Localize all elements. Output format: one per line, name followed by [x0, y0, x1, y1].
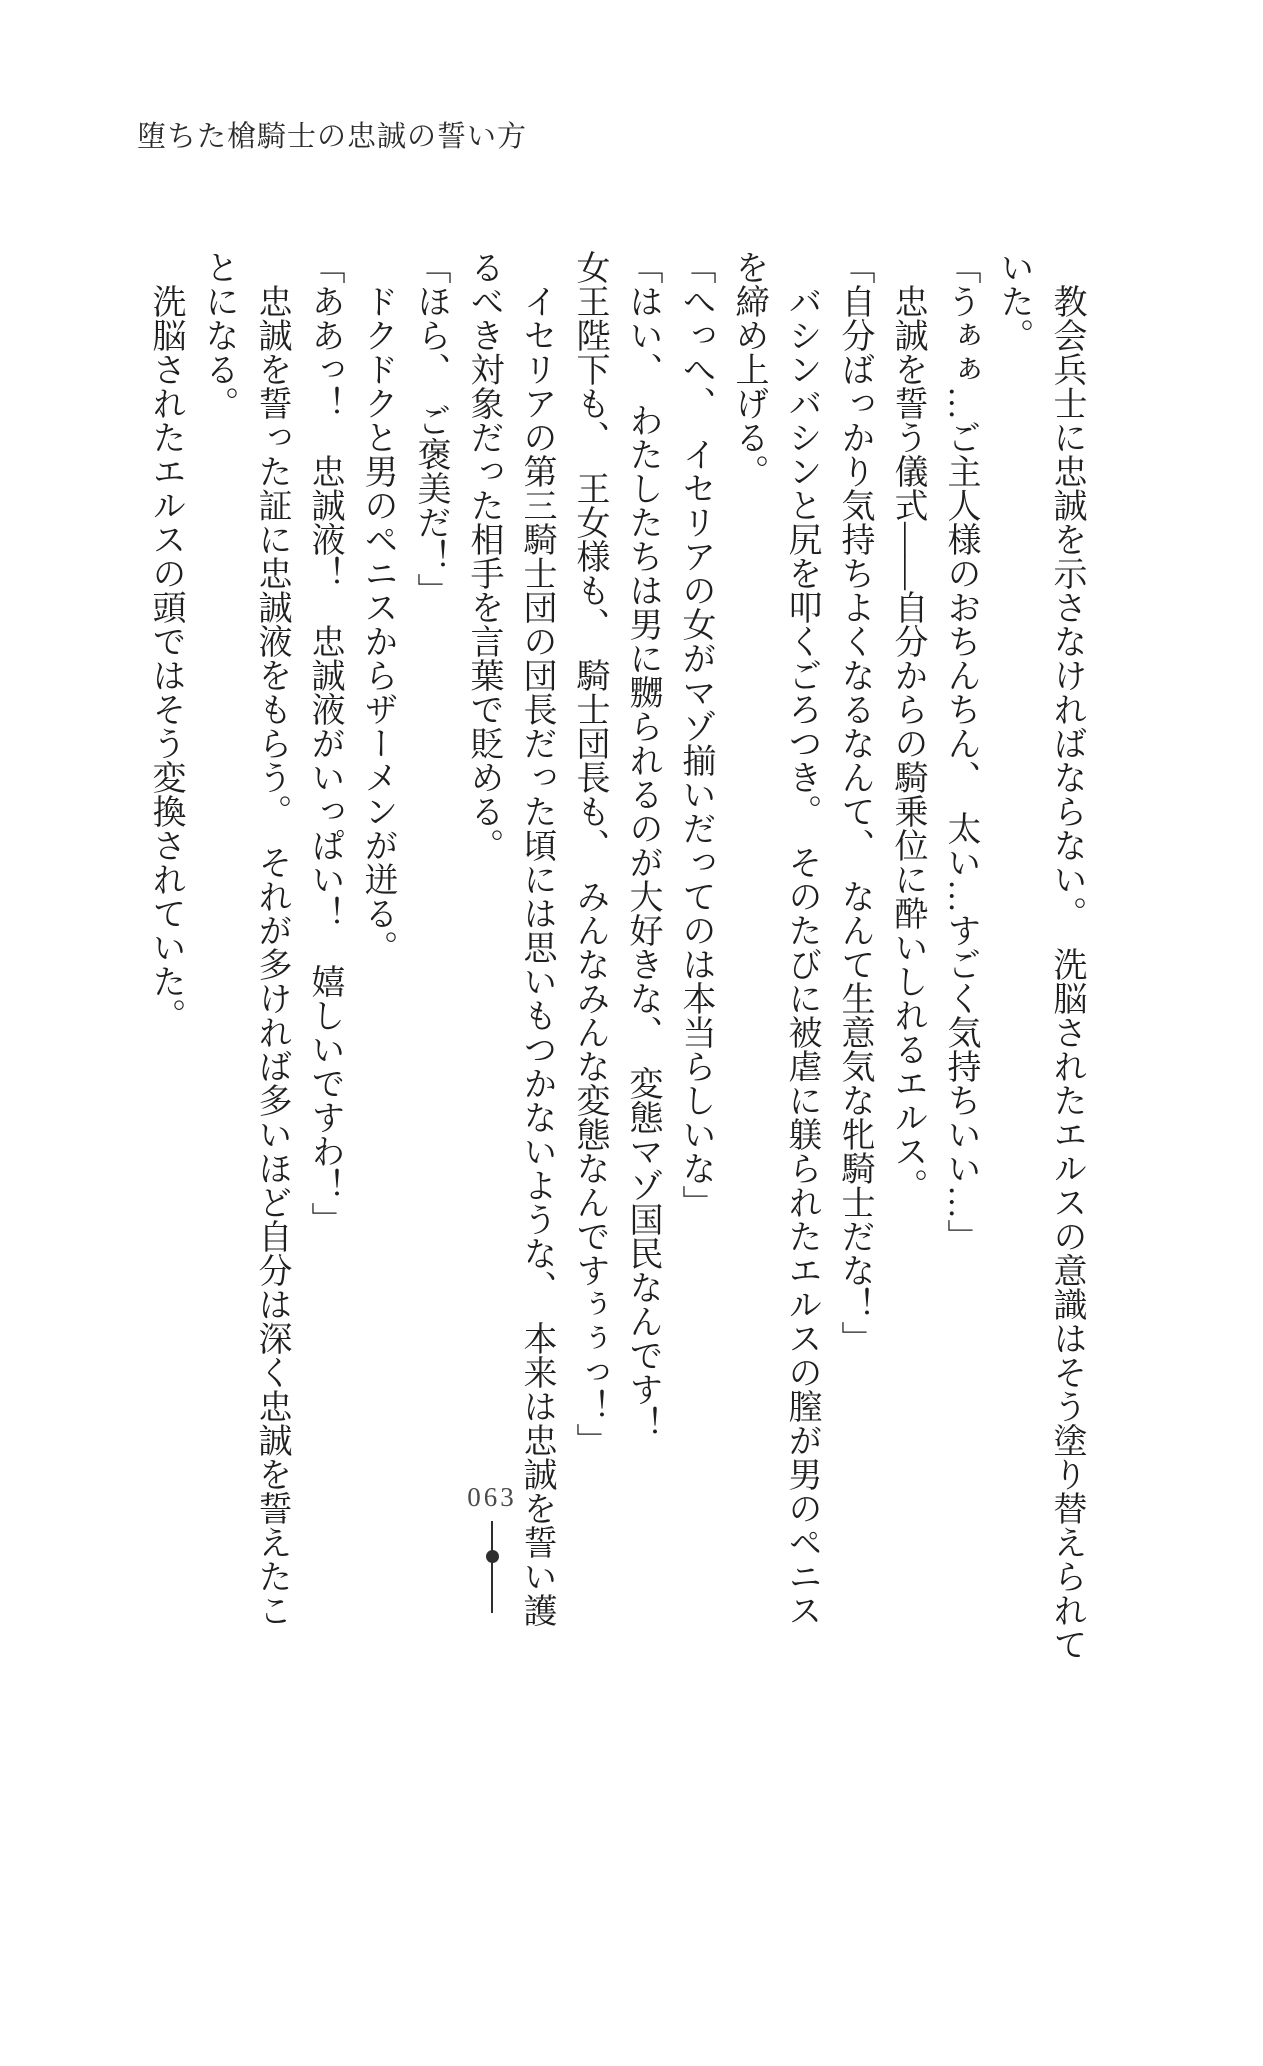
page-number: 063	[467, 1482, 517, 1512]
text-column: ドクドクと男のペニスからザーメンが迸る。	[359, 250, 396, 964]
running-head-title: 堕ちた槍騎士の忠誠の誓い方	[137, 121, 528, 153]
text-column: 「うぁぁ…ご主人様のおちんちん、 太い…すごく気持ちいい…」	[942, 250, 979, 1253]
text-column: イセリアの第三騎士団の団長だった頃には思いもつかないような、 本来は忠誠を誓い護	[518, 250, 555, 1627]
text-column: 「自分ばっかり気持ちよくなるなんて、 なんて生意気な牝騎士だな！」	[836, 250, 873, 1355]
text-column: 忠誠を誓った証に忠誠液をもらう。 それが多ければ多いほど自分は深く忠誠を誓えたこ	[253, 250, 290, 1627]
text-column: るべき対象だった相手を言葉で貶める。	[465, 250, 502, 862]
text-column: いた。	[995, 250, 1032, 352]
text-column: 女王陛下も、 王女様も、 騎士団長も、 みんなみんな変態なんですぅぅっ！」	[571, 250, 608, 1457]
page-ornament-dot	[486, 1550, 499, 1563]
text-column: 「はい、 わたしたちは男に嬲られるのが大好きな、 変態マゾ国民なんです！	[624, 250, 661, 1440]
text-column: 「ほら、 ご褒美だ！」	[412, 250, 449, 607]
text-column: バシンバシンと尻を叩くごろつき。 そのたびに被虐に躾られたエルスの膣が男のペニス	[783, 250, 820, 1627]
text-column: とになる。	[200, 250, 237, 420]
text-column: 忠誠を誓う儀式――自分からの騎乗位に酔いしれるエルス。	[889, 250, 926, 1202]
text-column: 「ああっ！ 忠誠液！ 忠誠液がいっぱい！ 嬉しいですわ！」	[306, 250, 343, 1236]
text-column: 「へっへ、 イセリアの女がマゾ揃いだってのは本当らしいな」	[677, 250, 714, 1219]
text-column: を締め上げる。	[730, 250, 767, 488]
text-column: 洗脳されたエルスの頭ではそう変換されていた。	[147, 250, 184, 1032]
page-ornament-line	[491, 1521, 493, 1613]
main-text	[139, 250, 1093, 1692]
text-column: 教会兵士に忠誠を示さなければならない。 洗脳されたエルスの意識はそう塗り替えられて	[1048, 250, 1085, 1661]
